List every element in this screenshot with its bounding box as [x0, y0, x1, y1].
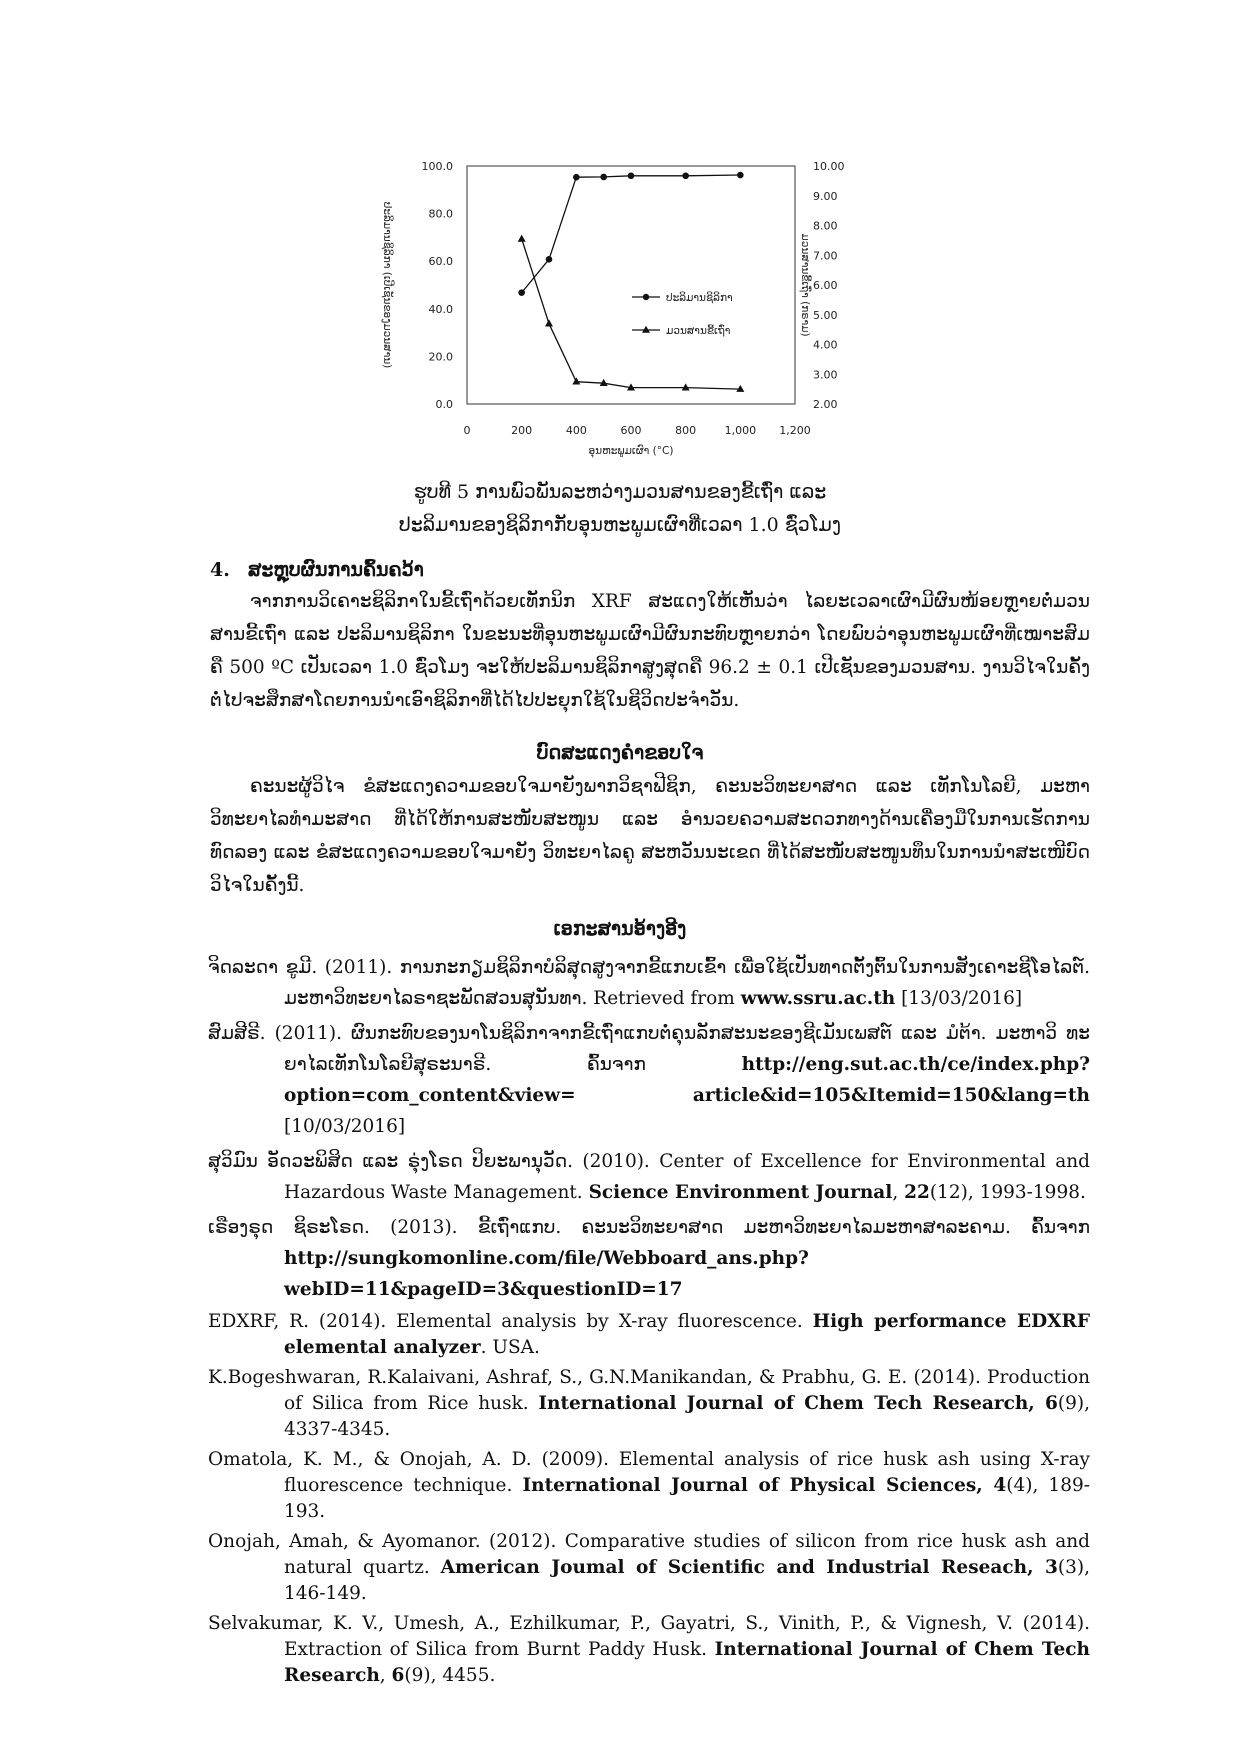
series-line-silica: [522, 175, 741, 293]
series-lines: [522, 175, 741, 389]
data-point-silica: [573, 174, 580, 181]
y-tick-label-right: 9.00: [813, 189, 838, 203]
x-tick-label: 400: [565, 424, 587, 437]
figure-caption-line1: ຮູບທີ 5 ການພົວພັນລະຫວ່າງມວນສານຂອງຂີ້ເຖົ່າ ແລະ: [413, 481, 827, 503]
y-axis-right-label: ມວນສານຂີ້ເຖົ່າ (ກຣາມ): [799, 233, 811, 337]
x-tick-label: 800: [675, 424, 697, 437]
reference-item: K.Bogeshwaran, R.Kalaivani, Ashraf, S., G.N.Manikandan, & Prabhu, G. E. (2014). Production of Silica from Rice husk. International Journal of Chem Tech Research, 6(9), 4337-4345.: [208, 1367, 1090, 1440]
y-tick-label-left: 0.0: [435, 398, 453, 411]
data-point-ash-mass: [682, 383, 690, 390]
y-tick-label-left: 40.0: [428, 302, 453, 316]
data-point-silica: [682, 172, 689, 179]
legend-silica: ປະລິມານຊິລິກາ: [666, 292, 733, 304]
y-tick-label-right: 8.00: [813, 219, 838, 233]
y-tick-label-left: 20.0: [428, 350, 453, 364]
series-line-ash-mass: [522, 239, 741, 389]
x-tick-label: 1,000: [724, 424, 757, 437]
y-tick-label-right: 7.00: [813, 249, 838, 263]
data-point-ash-mass: [572, 377, 580, 384]
reference-item: Onojah, Amah, & Ayomanor. (2012). Comparative studies of silicon from rice husk ash and natural quartz. American Joumal of Scientific and Industrial Reseach, 3(3), 146-149.: [208, 1531, 1091, 1604]
right-axis-ticks: [813, 160, 845, 411]
reference-item: ສົມສີຣີ. (2011). ຜົນກະທົບຂອງນາໂນຊິລິກາຈາກຂີ້ເຖົ່າແກບຕໍ່ຄຸນລັກສະນະຂອງຊີເມັນເພສຕ໌ ແລະ ມໍຕ້າ. ມະຫາວິ ທະຍາໄລເທັກໂນໂລຍີສຸຣະນາຣີ. ຄົ້ນຈາກ http://eng.sut.ac.th/ce/index.php?option=com_content&view= article&id=105&Itemid=150&lang=th [10/03/2016]: [208, 1023, 1090, 1137]
x-tick-label: 1,200: [779, 424, 811, 437]
y-tick-label-left: 100.0: [421, 160, 453, 173]
reference-item: Selvakumar, K. V., Umesh, A., Ezhilkumar, P., Gayatri, S., Vinith, P., & Vignesh, V. (2014). Extraction of Silica from Burnt Paddy Husk. International Journal of Chem Tech Research, 6(9), 4455.: [208, 1613, 1090, 1686]
legend-triangle-marker: [642, 326, 650, 333]
y-tick-label-left: 60.0: [428, 255, 453, 269]
data-point-silica: [518, 289, 525, 296]
x-axis-label: ອຸນຫະພູມເຜົາ (°C): [588, 445, 674, 457]
silica-ash-chart: [370, 150, 870, 470]
legend-circle-marker: [643, 294, 649, 300]
x-tick-label: 600: [620, 424, 642, 437]
section-number: 4.: [210, 559, 230, 581]
acknowledgement-paragraph: ຄະນະຜູ້ວິໄຈ ຂໍສະແດງຄວາມຂອບໃຈມາຍັງພາກວິຊາຟີຊິກ, ຄະນະວິທະຍາສາດ ແລະ ເທັກໂນໂລຍີ, ມະຫາວິທະຍາໄລທຳມະສາດ ທີ່ໄດ້ໃຫ້ການສະໜັບສະໜູນ ແລະ ອຳນວຍຄວາມສະດວກທາງດ້ານເຄື່ອງມືໃນການເຮັດການທົດລອງ ແລະ ຂໍສະແດງຄວາມຂອບໃຈມາຍັງ ວິທະຍາໄລຄູ ສະຫວັນນະເຂດ ທີ່ໄດ້ສະໜັບສະໜູນທຶນໃນການນຳສະເໜີບົດວິໄຈໃນຄັ້ງນີ້.: [210, 776, 1090, 896]
reference-item: Omatola, K. M., & Onojah, A. D. (2009). Elemental analysis of rice husk ash using X-ray fluorescence technique. International Journal of Physical Sciences, 4(4), 189-193.: [208, 1449, 1090, 1522]
y-tick-label-right: 10.00: [813, 160, 845, 173]
reference-list: [208, 952, 1090, 1693]
section-title: ສະຫຼຸບຜົນການຄົ້ນຄວ້າ: [248, 559, 424, 581]
data-point-ash-mass: [545, 319, 553, 326]
plot-area: [467, 166, 795, 404]
acknowledgement-heading: ບົດສະແດງຄຳຂອບໃຈ: [536, 742, 704, 764]
reference-item: ຈິດລະດາ ຂູມີ. (2011). ການກະກຽມຊິລິກາບໍລິສຸດສູງຈາກຂີ້ແກບເຂົ້າ ເພື່ອໃຊ້ເປັນທາດຕັ້ງຕົ້ນໃນການສັງເຄາະຊີໂອໄລຕ໌. ມະຫາວິທະຍາໄລຣາຊະພັດສວນສຸນັນທາ. Retrieved from www.ssru.ac.th [13/03/2016]: [208, 957, 1090, 1009]
series-markers: [518, 172, 745, 392]
data-point-ash-mass: [518, 235, 526, 242]
y-tick-label-left: 80.0: [428, 207, 453, 221]
figure-caption-line2: ປະລິມານຂອງຊິລິກາກັບອຸນຫະພູມເຜົາທີ່ເວລາ 1.0 ຊົ່ວໂມງ: [398, 514, 842, 536]
reference-item: EDXRF, R. (2014). Elemental analysis by X-ray fluorescence. High performance EDXRF elemental analyzer. USA.: [208, 1311, 1091, 1358]
y-tick-label-right: 2.00: [813, 398, 838, 411]
x-tick-label: 200: [511, 424, 533, 437]
data-point-silica: [737, 172, 744, 179]
legend-ash-mass: ມວນສານຂີ້ເຖົ່າ: [666, 325, 731, 337]
data-point-silica: [628, 172, 635, 179]
data-point-silica: [600, 174, 607, 181]
x-tick-label: 0: [463, 424, 471, 437]
data-point-silica: [546, 256, 553, 263]
reference-item: ສຸວິມົນ ອັດວະພິສິດ ແລະ ຣຸ່ງໂຣດ ປິຍະພານຸວັດ. (2010). Center of Excellence for Environmental and Hazardous Waste Management. Science Environment Journal, 22(12), 1993-1998.: [208, 1151, 1090, 1203]
reference-item: ເຣືອງຣຸດ ຊິຣະໂຣດ. (2013). ຂີ້ເຖົ່າແກບ. ຄະນະວິທະຍາສາດ ມະຫາວິທະຍາໄລມະຫາສາລະຄາມ. ຄົ້ນຈາກ http://sungkomonline.com/file/Webboard_ans.php?webID=11&pageID=3&questionID=17: [208, 1217, 1090, 1300]
left-axis-ticks: [422, 160, 454, 411]
y-tick-label-right: 3.00: [813, 368, 838, 382]
y-tick-label-right: 5.00: [813, 308, 838, 322]
conclusion-paragraph: ຈາກການວິເຄາະຊິລິກາໃນຂີ້ເຖົ່າດ້ວຍເທັກນິກ XRF ສະແດງໃຫ້ເຫັນວ່າ ໄລຍະເວລາເຜົາມີຜົນໜ້ອຍຫຼາຍຕໍ່ມວນສານຂີ້ເຖົ່າ ແລະ ປະລິມານຊິລິກາ ໃນຂະນະທີ່ອຸນຫະພູມເຜົາມີຜົນກະທົບຫຼາຍກວ່າ ໂດຍພົບວ່າອຸນຫະພູມເຜົາທີ່ເໝາະສົມຄື 500 ºC ເປັນເວລາ 1.0 ຊົ່ວໂມງ ຈະໃຫ້ປະລິມານຊິລິກາສູງສຸດຄື 96.2 ± 0.1 ເປີເຊັນຂອງມວນສານ. ງານວິໄຈໃນຄັ້ງຕໍ່ໄປຈະສຶກສາໂດຍການນຳເອົາຊິລິກາທີ່ໄດ້ໄປປະຍຸກໃຊ້ໃນຊີວິດປະຈຳວັນ.: [210, 591, 1090, 711]
legend: [632, 291, 733, 337]
y-axis-left-label: ປະລິມານຊິລິກາ (ເປີເຊັນຂອງມວນສານ): [381, 201, 393, 369]
references-heading: ເອກະສານອ້າງອີງ: [553, 918, 687, 940]
x-axis-ticks: [464, 424, 811, 437]
y-tick-label-right: 6.00: [813, 279, 838, 292]
section-4-heading: [210, 559, 424, 581]
y-tick-label-right: 4.00: [813, 338, 838, 352]
